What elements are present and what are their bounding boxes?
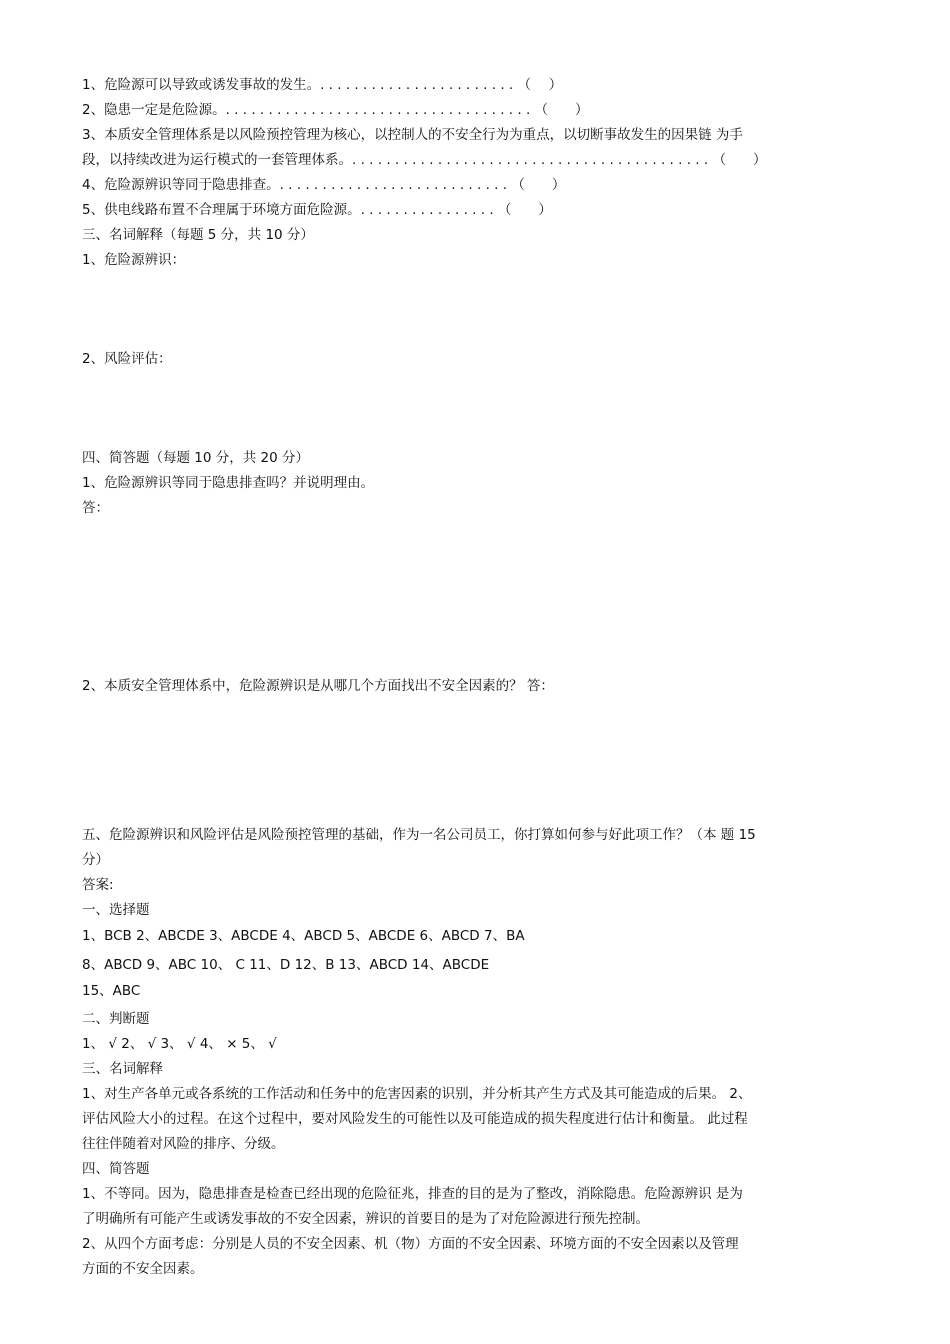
terms-heading: 三、名词解释（每题 5 分，共 10 分） xyxy=(82,227,314,243)
term-2: 2、风险评估： xyxy=(82,351,172,367)
choice-answers-line-2: 8、ABCD 9、ABC 10、 C 11、D 12、B 13、ABCD 14、ABCDE xyxy=(82,957,490,973)
terms-answers-line-3: 往往伴随着对风险的排序、分级。 xyxy=(82,1136,285,1152)
judge-question-1: 1、危险源可以导致或诱发事故的发生。. . . . . . . . . . . . . . . . . . . . . . . （ ） xyxy=(82,77,563,93)
short-answer-heading: 四、简答题（每题 10 分，共 20 分） xyxy=(82,450,310,466)
terms-answers-line-1: 1、对生产各单元或各系统的工作活动和任务中的危害因素的识别，并分析其产生方式及其可能造成的后果。 2、 xyxy=(82,1086,752,1102)
choice-answers-line-3: 15、ABC xyxy=(82,983,141,999)
short-answers-line-2: 了明确所有可能产生或诱发事故的不安全因素，辨识的首要目的是为了对危险源进行预先控制。 xyxy=(82,1211,649,1227)
short-question-1-answer-label: 答： xyxy=(82,500,109,516)
short-answers-line-4: 方面的不安全因素。 xyxy=(82,1261,204,1277)
short-answers-line-1: 1、不等同。因为，隐患排查是检查已经出现的危险征兆，排查的目的是为了整改，消除隐患。危险源辨识 是为 xyxy=(82,1186,743,1202)
judge-question-3-line-1: 3、本质安全管理体系是以风险预控管理为核心，以控制人的不安全行为为重点，以切断事故发生的因果链 为手 xyxy=(82,127,743,143)
judge-answers-line: 1、 √ 2、 √ 3、 √ 4、 × 5、 √ xyxy=(82,1036,277,1052)
terms-answers-heading: 三、名词解释 xyxy=(82,1061,163,1077)
short-answers-heading: 四、简答题 xyxy=(82,1161,150,1177)
judge-question-4: 4、危险源辨识等同于隐患排查。. . . . . . . . . . . . . . . . . . . . . . . . . . . （ ） xyxy=(82,177,566,193)
terms-answers-line-2: 评估风险大小的过程。在这个过程中，要对风险发生的可能性以及可能造成的损失程度进行估计和衡量。 此过程 xyxy=(82,1111,748,1127)
answers-heading: 答案: xyxy=(82,877,114,893)
short-answers-line-3: 2、从四个方面考虑：分别是人员的不安全因素、机（物）方面的不安全因素、环境方面的不安全因素以及管理 xyxy=(82,1236,739,1252)
judge-question-2: 2、隐患一定是危险源。. . . . . . . . . . . . . . . . . . . . . . . . . . . . . . . . . . . . （ ） xyxy=(82,102,589,118)
judge-question-3-line-2: 段，以持续改进为运行模式的一套管理体系。. . . . . . . . . . . . . . . . . . . . . . . . . . . . . . . . . . . . . . . . . . （ ） xyxy=(82,152,767,168)
judge-question-5: 5、供电线路布置不合理属于环境方面危险源。. . . . . . . . . . . . . . . . （ ） xyxy=(82,202,552,218)
short-question-1: 1、危险源辨识等同于隐患排查吗？并说明理由。 xyxy=(82,475,375,491)
choice-answers-line-1: 1、BCB 2、ABCDE 3、ABCDE 4、ABCD 5、ABCDE 6、ABCD 7、BA xyxy=(82,928,525,944)
short-question-2: 2、本质安全管理体系中，危险源辨识是从哪几个方面找出不安全因素的？ 答： xyxy=(82,678,554,694)
essay-line-1: 五、危险源辨识和风险评估是风险预控管理的基础，作为一名公司员工，你打算如何参与好此项工作？（本 题 15 xyxy=(82,827,756,843)
judge-answers-heading: 二、判断题 xyxy=(82,1011,150,1027)
essay-line-2: 分） xyxy=(82,852,109,868)
term-1: 1、危险源辨识： xyxy=(82,252,186,268)
choice-answers-heading: 一、选择题 xyxy=(82,902,150,918)
